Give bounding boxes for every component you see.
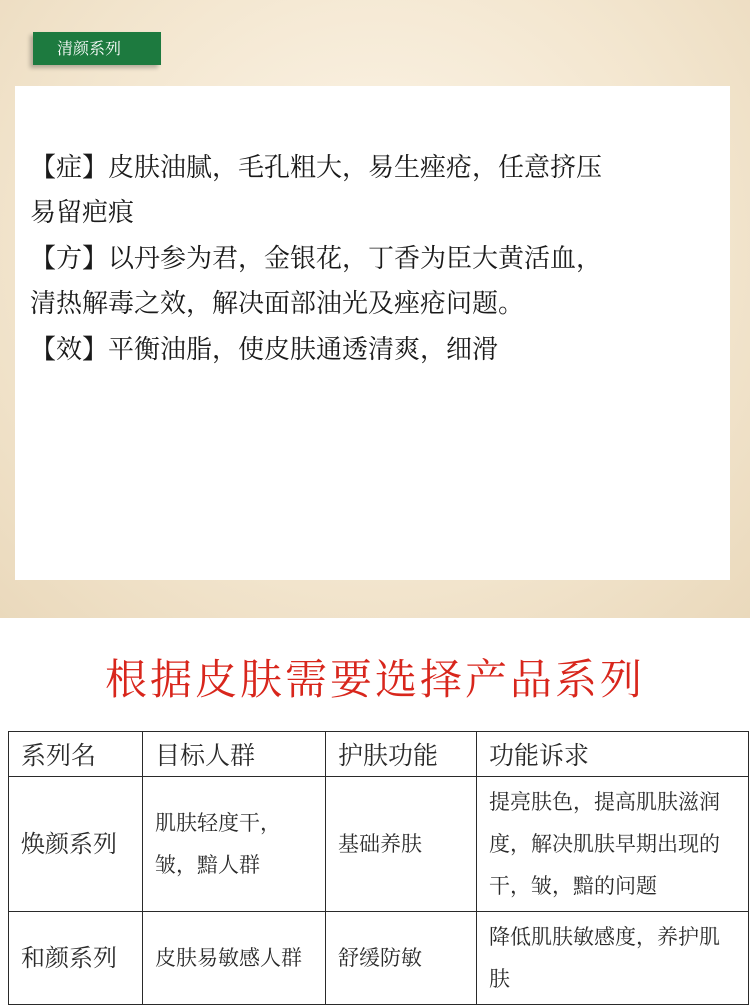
description-formula-line-1: 【方】以丹参为君，金银花，丁香为臣大黄活血， bbox=[30, 244, 603, 274]
table-row bbox=[9, 777, 749, 912]
section-title: 根据皮肤需要选择产品系列 bbox=[104, 655, 645, 704]
target-group-cell: 皮肤易敏感人群 bbox=[143, 912, 326, 1005]
description-symptom-line-1: 【症】皮肤油腻，毛孔粗大，易生痤疮，任意挤压 bbox=[30, 153, 603, 183]
description-card bbox=[15, 86, 730, 580]
description-formula-line-2: 清热解毒之效，解决面部油光及痤疮问题。 bbox=[30, 289, 525, 319]
skincare-function-cell: 基础养肤 bbox=[326, 777, 477, 912]
table-header-row bbox=[9, 732, 749, 777]
function-appeal-cell: 提亮肤色，提高肌肤滋润度，解决肌肤早期出现的干，皱，黯的问题 bbox=[477, 777, 749, 912]
table-header-series-name: 系列名 bbox=[9, 732, 143, 777]
target-group-cell: 肌肤轻度干，皱，黯人群 bbox=[143, 777, 326, 912]
description-effect-line: 【效】平衡油脂，使皮肤通透清爽，细滑 bbox=[30, 335, 499, 365]
series-tag: 清颜系列 bbox=[33, 32, 161, 65]
product-series-table bbox=[8, 731, 749, 1005]
table-header-target-group: 目标人群 bbox=[143, 732, 326, 777]
function-appeal-cell: 降低肌肤敏感度，养护肌肤 bbox=[477, 912, 749, 1005]
table-header-function-appeal: 功能诉求 bbox=[477, 732, 749, 777]
description-symptom-line-2: 易留疤痕 bbox=[30, 198, 135, 228]
table-row bbox=[9, 912, 749, 1005]
series-name-cell: 焕颜系列 bbox=[9, 777, 143, 912]
skincare-function-cell: 舒缓防敏 bbox=[326, 912, 477, 1005]
series-name-cell: 和颜系列 bbox=[9, 912, 143, 1005]
table-header-skincare-function: 护肤功能 bbox=[326, 732, 477, 777]
